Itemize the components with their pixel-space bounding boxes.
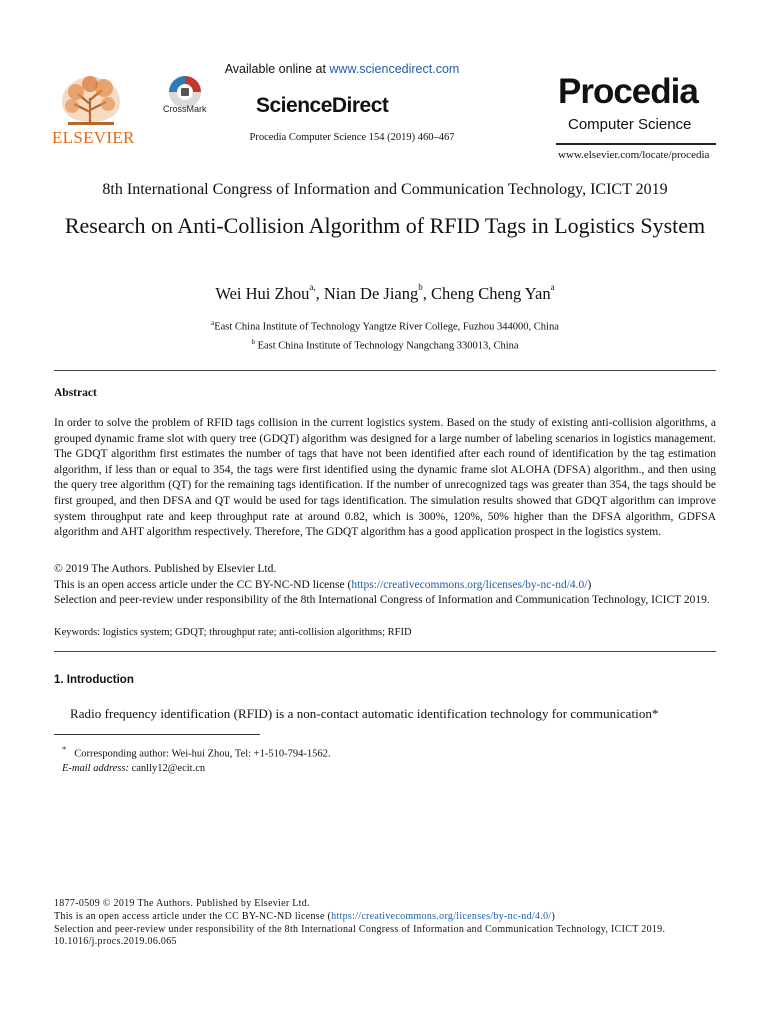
journal-name: Procedia — [558, 72, 698, 111]
affiliation-text: East China Institute of Technology Nangchang 330013, China — [254, 340, 519, 351]
abstract-heading: Abstract — [54, 387, 97, 399]
conference-name: 8th International Congress of Information and Communication Technology, ICICT 2019 — [102, 181, 668, 198]
corresponding-author — [62, 742, 330, 762]
footer-license-suffix: ) — [551, 910, 556, 922]
affiliation-b — [0, 335, 770, 354]
license-line — [54, 578, 716, 594]
footer-issn: 1877-0509 © 2019 The Authors. Published by Elsevier Ltd. — [54, 898, 310, 909]
footer-peer-review: Selection and peer-review under responsibility of the 8th International Congress of Information and Communication Technology, ICICT 2019. — [54, 923, 666, 935]
footer-license-prefix: This is an open access article under the CC BY-NC-ND license ( — [54, 910, 332, 922]
keywords: Keywords: logistics system; GDQT; throughput rate; anti-collision algorithms; RFID — [54, 627, 412, 638]
email-label: E-mail address: — [62, 763, 129, 774]
author-name: Wei Hui Zhou — [215, 284, 310, 303]
sciencedirect-link[interactable]: www.sciencedirect.com — [329, 62, 460, 76]
license-block — [54, 562, 716, 609]
intro-first-line: Radio frequency identification (RFID) is a non-contact automatic identification technology for communication* — [70, 706, 659, 721]
available-prefix: Available online at — [224, 62, 330, 76]
affiliations — [0, 316, 770, 353]
affiliation-sup: b — [251, 337, 255, 346]
author-sup: a, — [309, 282, 316, 292]
footnote — [62, 742, 330, 777]
footnote-marker: * — [62, 744, 67, 754]
journal-url[interactable]: www.elsevier.com/locate/procedia — [558, 149, 710, 161]
publisher-name: ELSEVIER — [52, 128, 135, 147]
journal-subname: Computer Science — [568, 116, 692, 133]
affiliation-sup: a — [211, 319, 215, 327]
abstract-rule-top — [54, 370, 716, 371]
copyright-line: © 2019 The Authors. Published by Elsevier Ltd. — [54, 563, 277, 575]
author-sep: , — [422, 284, 431, 303]
author-sup: b — [418, 282, 423, 292]
footer-license — [54, 911, 716, 924]
footer-doi[interactable]: 10.1016/j.procs.2019.06.065 — [54, 936, 177, 948]
author-sup: a — [550, 282, 555, 292]
email-address[interactable]: canlly12@ecit.cn — [128, 763, 206, 774]
footnote-rule — [54, 734, 260, 735]
license-prefix: This is an open access article under the CC BY-NC-ND license ( — [54, 578, 352, 591]
license-link[interactable]: https://creativecommons.org/licenses/by-nc-nd/4.0/ — [351, 578, 588, 591]
page-footer — [54, 898, 716, 949]
paper-title: Research on Anti-Collision Algorithm of RFID Tags in Logistics System — [64, 213, 706, 238]
crossmark-label: CrossMark — [163, 104, 207, 114]
corresponding-text: Corresponding author: Wei-hui Zhou, Tel: +1-510-794-1562. — [74, 748, 331, 760]
email-line — [62, 762, 330, 777]
affiliation-text: East China Institute of Technology Yangtze River College, Fuzhou 344000, China — [214, 321, 559, 333]
section-heading-introduction: 1. Introduction — [54, 674, 134, 686]
abstract-rule-bottom — [54, 651, 716, 652]
available-online — [222, 62, 462, 76]
author-name: Nian De Jiang — [323, 284, 419, 303]
sciencedirect-brand: ScienceDirect — [256, 94, 389, 117]
peer-review-line: Selection and peer-review under responsibility of the 8th International Congress of Information and Communication Technology, ICICT 2019. — [54, 594, 710, 607]
license-suffix: ) — [587, 578, 592, 591]
abstract-body: In order to solve the problem of RFID tags collision in the current logistics system. Based on the study of existing anti-collision algorithms, a grouped dynamic frame slot with query tree (GDQT) algorithm was designed for a large number of labeling scenarios in logistics management. The GDQT algorithm first estimates the number of tags that have not been identified after each round of identification by the tag estimation algorithm, if less than or equal to 354, the tags were first identified using the dynamic frame slot ALOHA (DFSA) algorithm., and then using the query tree algorithm (QT) for the remaining tags identification. If the number of unrecognized tags was greater than 354, the tags should be first grouped, and then DFSA and QT would be used for tags identification. The simulation results showed that GDQT algorithm can improve system throughput rate and keep throughput rate at around 0.82, which is 300%, 120%, 50% higher than the DFSA algorithm, GDFSA algorithm and AHT algorithm respectively. Therefore, The GDQT algorithm has a good application prospect in the logistics system. — [54, 417, 716, 539]
author-name: Cheng Cheng Yan — [431, 284, 551, 303]
footer-license-link[interactable]: https://creativecommons.org/licenses/by-nc-nd/4.0/ — [331, 910, 552, 922]
affiliation-a — [0, 316, 770, 335]
journal-divider — [556, 143, 716, 145]
author-list — [0, 284, 770, 304]
author-sep: , — [315, 284, 324, 303]
journal-citation: Procedia Computer Science 154 (2019) 460–467 — [249, 132, 455, 143]
